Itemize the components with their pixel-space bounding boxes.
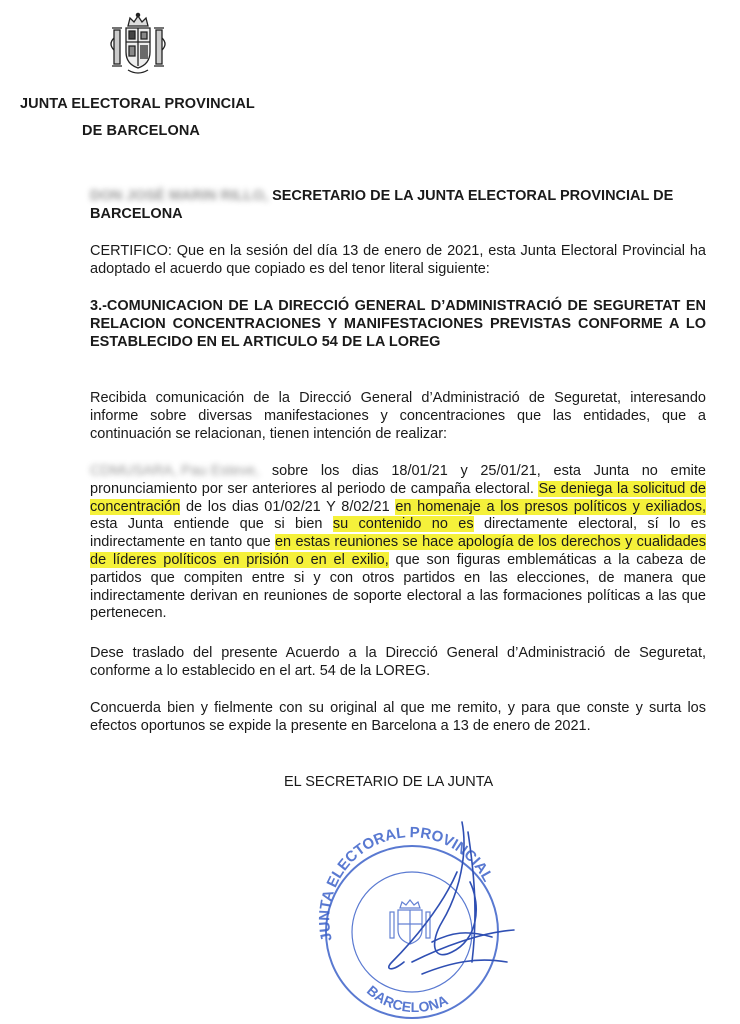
highlight-homage: en homenaje a los presos políticos y exiliados, [395, 498, 706, 515]
official-stamp [292, 812, 532, 1022]
stamp-crest-icon [390, 900, 430, 944]
secretary-title: SECRETARIO DE LA JUNTA ELECTORAL PROVINCIAL DE BARCELONA [90, 188, 674, 222]
highlight-denial: Se deniega la solicitud de concentración [90, 480, 706, 515]
decision-text-2: de los dias 01/02/21 Y 8/02/21 [180, 498, 396, 515]
coat-of-arms-icon [106, 12, 170, 78]
concuerda-paragraph: Concuerda bien y fielmente con su original al que me remito, y para que conste y surta los efectos oportunos se expide la presente en Barcelona a 13 de enero de 2021. [90, 700, 706, 734]
redacted-name: DON JOSÉ MARIN RILLO, [90, 188, 269, 204]
signer-title: EL SECRETARIO DE LA JUNTA [284, 774, 494, 790]
org-name-line2: DE BARCELONA [82, 123, 201, 139]
stamp-ring-text: JUNTA ELECTORAL PROVINCIAL [316, 824, 497, 943]
decision-text-1: sobre los dias 18/01/21 y 25/01/21, esta Junta no emite pronunciamiento por ser anteriores al periodo de campaña electoral. [90, 463, 706, 497]
decision-text-3: esta Junta entiende que si bien [90, 516, 333, 533]
redacted-entity: CDMUSARA, Pau Esteve, [90, 463, 260, 479]
decision-text-5: que son figuras emblemáticas a la cabeza de partidos que compiten entre si y con otros partidos en las elecciones, de manera que indirectamente derivan en reuniones de soporte electoral a las formaciones políticas a las que pertenecen. [90, 551, 706, 622]
received-paragraph: Recibida comunicación de la Direcció General d’Administració de Seguretat, interesando informe sobre diversas manifestaciones y concentraciones que las entidades, que a continuación se relacionan, tienen intención de realizar: [90, 390, 706, 442]
highlight-content: su contenido no es [332, 516, 474, 533]
agenda-heading: 3.-COMUNICACION DE LA DIRECCIÓ GENERAL D’ADMINISTRACIÓ DE SEGURETAT EN RELACION CONCENTRACIONES Y MANIFESTACIONES PREVISTAS CONFORME A LO ESTABLECIDO EN EL ARTICULO 54 DE LA LOREG [90, 298, 706, 350]
traslado-paragraph: Dese traslado del presente Acuerdo a la Direcció General d’Administració de Seguretat, conforme a lo establecido en el art. 54 de la LOREG. [90, 645, 706, 679]
stamp-city-text: BARCELONA [363, 982, 451, 1016]
certifico-paragraph: CERTIFICO: Que en la sesión del día 13 de enero de 2021, esta Junta Electoral Provincial ha adoptado el acuerdo que copiado es del tenor literal siguiente: [90, 243, 706, 277]
org-name-line1: JUNTA ELECTORAL PROVINCIAL [20, 96, 255, 112]
decision-paragraph [90, 463, 706, 623]
secretary-intro [90, 188, 706, 224]
decision-text-4: directamente electoral, sí lo es indirectamente en tanto que [90, 516, 706, 551]
highlight-apology: en estas reuniones se hace apología de los derechos y cualidades de líderes políticos en prisión o en el exilio, [90, 534, 706, 568]
